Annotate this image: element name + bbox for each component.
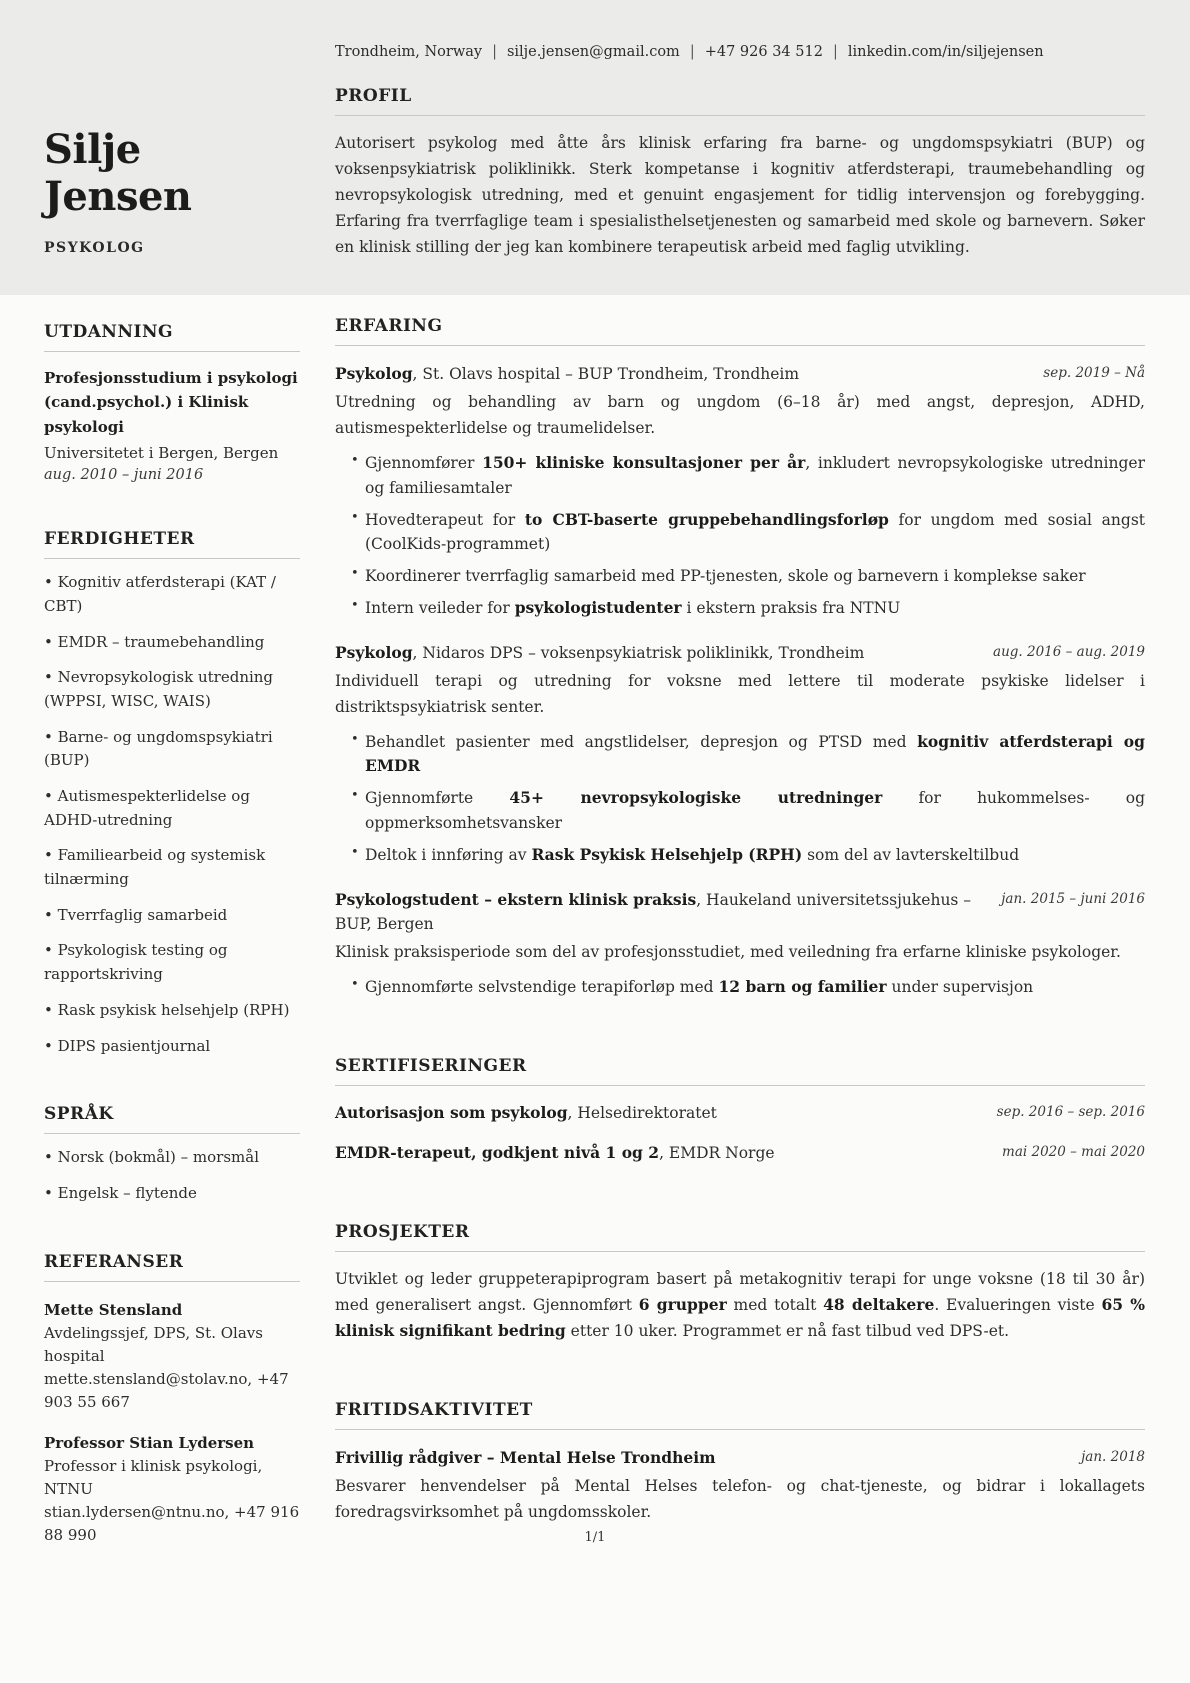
section-profil bbox=[335, 86, 1145, 260]
section-heading-ferdigheter: FERDIGHETER bbox=[44, 529, 300, 559]
activity-header bbox=[335, 1446, 1145, 1471]
certification-dates: sep. 2016 – sep. 2016 bbox=[996, 1104, 1145, 1121]
job-description: Individuell terapi og utredning for voksne med lettere til moderate psykiske lidelser i distriktspsykiatrisk senter. bbox=[335, 671, 1145, 716]
job-bullet: • Intern veileder for psykologistudenter i ekstern praksis fra NTNU bbox=[351, 596, 1145, 621]
activity-title: Frivillig rådgiver – Mental Helse Trondheim bbox=[335, 1447, 716, 1467]
section-referanser bbox=[44, 1252, 300, 1548]
first-name: Silje bbox=[44, 126, 141, 173]
section-heading-sertifiseringer: SERTIFISERINGER bbox=[335, 1056, 1145, 1086]
reference-contact: mette.stensland@stolav.no, +47 903 55 667 bbox=[44, 1370, 289, 1412]
skill-item: • Nevropsykologisk utredning (WPPSI, WISC, WAIS) bbox=[44, 666, 300, 713]
skill-item: • EMDR – traumebehandling bbox=[44, 631, 300, 655]
last-name: Jensen bbox=[44, 173, 192, 221]
skill-item: • Kognitiv atferdsterapi (KAT / CBT) bbox=[44, 571, 300, 618]
job-dates: aug. 2016 – aug. 2019 bbox=[993, 643, 1145, 660]
education-school: Universitetet i Bergen, Bergen bbox=[44, 443, 279, 462]
job-title: Psykolog, Nidaros DPS – voksenpsykiatrisk poliklinikk, Trondheim bbox=[335, 642, 865, 662]
section-erfaring bbox=[335, 316, 1145, 1000]
section-heading-prosjekter: PROSJEKTER bbox=[335, 1222, 1145, 1252]
experience-entry bbox=[335, 641, 1145, 868]
certification-title: Autorisasjon som psykolog, Helsedirektoratet bbox=[335, 1103, 717, 1123]
skill-item: • Barne- og ungdomspsykiatri (BUP) bbox=[44, 726, 300, 773]
job-header bbox=[335, 888, 1145, 938]
job-bullet-list bbox=[335, 730, 1145, 868]
job-dates: jan. 2015 – juni 2016 bbox=[1001, 890, 1145, 907]
contact-separator: | bbox=[832, 44, 838, 60]
section-fritidsaktivitet bbox=[335, 1400, 1145, 1525]
certification-dates: mai 2020 – mai 2020 bbox=[1002, 1143, 1145, 1160]
contact-location: Trondheim, Norway bbox=[335, 44, 483, 60]
project-text: Utviklet og leder gruppeterapiprogram basert på metakognitiv terapi for unge voksne (18 til 30 år) med generalisert angst. Gjennomført 6 grupper med totalt 48 deltakere. Evalueringen viste 65 % klinisk signifikant bedring etter 10 uker. Programmet er nå fast tilbud ved DPS-et. bbox=[335, 1269, 1146, 1340]
candidate-title: PSYKOLOG bbox=[44, 240, 145, 257]
reference-contact: stian.lydersen@ntnu.no, +47 916 88 990 bbox=[44, 1503, 300, 1545]
job-bullet: • Gjennomfører 150+ kliniske konsultasjoner per år, inkludert nevropsykologiske utredninger og familiesamtaler bbox=[351, 451, 1145, 501]
contact-line bbox=[335, 0, 1145, 60]
contact-separator: | bbox=[492, 44, 497, 60]
job-bullet: • Koordinerer tverrfaglig samarbeid med PP-tjenesten, skole og barnevern i komplekse saker bbox=[351, 564, 1145, 589]
reference-role: Professor i klinisk psykologi, NTNU bbox=[44, 1456, 263, 1498]
job-title: Psykolog, St. Olavs hospital – BUP Trondheim, Trondheim bbox=[335, 364, 800, 384]
skill-item: • DIPS pasientjournal bbox=[44, 1035, 300, 1059]
certification-entry bbox=[335, 1141, 1145, 1166]
job-bullet: • Hovedterapeut for to CBT-baserte gruppebehandlingsforløp for ungdom med sosial angst (CoolKids-programmet) bbox=[351, 508, 1145, 558]
section-heading-utdanning: UTDANNING bbox=[44, 322, 300, 352]
skill-item: • Familiearbeid og systemisk tilnærming bbox=[44, 844, 300, 891]
job-description: Klinisk praksisperiode som del av profesjonsstudiet, med veiledning fra erfarne kliniske psykologer. bbox=[335, 943, 1121, 962]
section-utdanning bbox=[44, 322, 300, 483]
reference-name: Professor Stian Lydersen bbox=[44, 1433, 255, 1452]
name-block bbox=[44, 0, 300, 322]
contact-email: silje.jensen@gmail.com bbox=[506, 44, 680, 60]
section-heading-profil: PROFIL bbox=[335, 86, 1145, 116]
sidebar-column bbox=[44, 0, 300, 1548]
section-sprak bbox=[44, 1104, 300, 1205]
job-header bbox=[335, 362, 1145, 387]
reference-name: Mette Stensland bbox=[44, 1300, 183, 1319]
job-description: Utredning og behandling av barn og ungdom (6–18 år) med angst, depresjon, ADHD, autismespekterlidelse og traumelidelser. bbox=[335, 392, 1145, 437]
job-bullet-list bbox=[335, 451, 1145, 621]
activity-text: Besvarer henvendelser på Mental Helses telefon- og chat-tjeneste, og bidrar i lokallagets foredragsvirksomhet på ungdomsskoler. bbox=[335, 1476, 1145, 1521]
education-dates: aug. 2010 – juni 2016 bbox=[44, 467, 204, 484]
certification-title: EMDR-terapeut, godkjent nivå 1 og 2, EMDR Norge bbox=[335, 1142, 775, 1162]
skill-item: • Rask psykisk helsehjelp (RPH) bbox=[44, 999, 300, 1023]
job-bullet-list bbox=[335, 975, 1145, 1000]
job-dates: sep. 2019 – Nå bbox=[1043, 365, 1145, 382]
job-header bbox=[335, 641, 1145, 666]
certification-entry bbox=[335, 1101, 1145, 1126]
candidate-name bbox=[44, 126, 300, 220]
skill-item: • Tverrfaglig samarbeid bbox=[44, 904, 300, 928]
main-column bbox=[335, 0, 1145, 1548]
activity-dates: jan. 2018 bbox=[1081, 1448, 1145, 1465]
contact-linkedin: linkedin.com/in/siljejensen bbox=[847, 44, 1044, 60]
job-title: Psykologstudent – ekstern klinisk praksis, Haukeland universitetssjukehus – BUP, Bergen bbox=[335, 889, 972, 934]
job-bullet: • Gjennomførte selvstendige terapiforløp med 12 barn og familier under supervisjon bbox=[351, 975, 1145, 1000]
reference-role: Avdelingssjef, DPS, St. Olavs hospital bbox=[44, 1323, 263, 1365]
section-ferdigheter bbox=[44, 529, 300, 1058]
section-heading-erfaring: ERFARING bbox=[335, 316, 1145, 346]
section-sertifiseringer bbox=[335, 1056, 1145, 1166]
section-heading-referanser: REFERANSER bbox=[44, 1252, 300, 1282]
job-bullet: • Behandlet pasienter med angstlidelser, depresjon og PTSD med kognitiv atferdsterapi og EMDR bbox=[351, 730, 1145, 780]
experience-entry bbox=[335, 362, 1145, 621]
section-heading-fritidsaktivitet: FRITIDSAKTIVITET bbox=[335, 1400, 1145, 1430]
experience-entry bbox=[335, 888, 1145, 1000]
education-degree: Profesjonsstudium i psykologi (cand.psychol.) i Klinisk psykologi bbox=[44, 369, 298, 436]
language-item: • Norsk (bokmål) – morsmål bbox=[44, 1146, 300, 1170]
section-prosjekter bbox=[335, 1222, 1145, 1344]
language-item: • Engelsk – flytende bbox=[44, 1182, 300, 1206]
page-number: 1/1 bbox=[584, 1530, 606, 1545]
contact-phone: +47 926 34 512 bbox=[704, 44, 823, 60]
reference-entry bbox=[44, 1298, 300, 1415]
section-heading-sprak: SPRÅK bbox=[44, 1104, 300, 1134]
skill-item: • Autismespekterlidelse og ADHD-utredning bbox=[44, 785, 300, 832]
contact-separator: | bbox=[689, 44, 695, 60]
job-bullet: • Deltok i innføring av Rask Psykisk Helsehjelp (RPH) som del av lavterskeltilbud bbox=[351, 843, 1145, 868]
job-bullet: • Gjennomførte 45+ nevropsykologiske utredninger for hukommelses- og oppmerksomhetsvansker bbox=[351, 786, 1145, 836]
skill-item: • Psykologisk testing og rapportskriving bbox=[44, 939, 300, 986]
profile-text: Autorisert psykolog med åtte års klinisk erfaring fra barne- og ungdomspsykiatri (BUP) og voksenpsykiatrisk poliklinikk. Sterk kompetanse i kognitiv atferdsterapi, traumebehandling og nevropsykologisk utredning, med et genuint engasjement for tidlig intervensjon og forebygging. Erfaring fra tverrfaglige team i spesialisthelsetjenesten og samarbeid med skole og barnevern. Søker en klinisk stilling der jeg kan kombinere terapeutisk arbeid med faglig utvikling. bbox=[335, 134, 1145, 257]
